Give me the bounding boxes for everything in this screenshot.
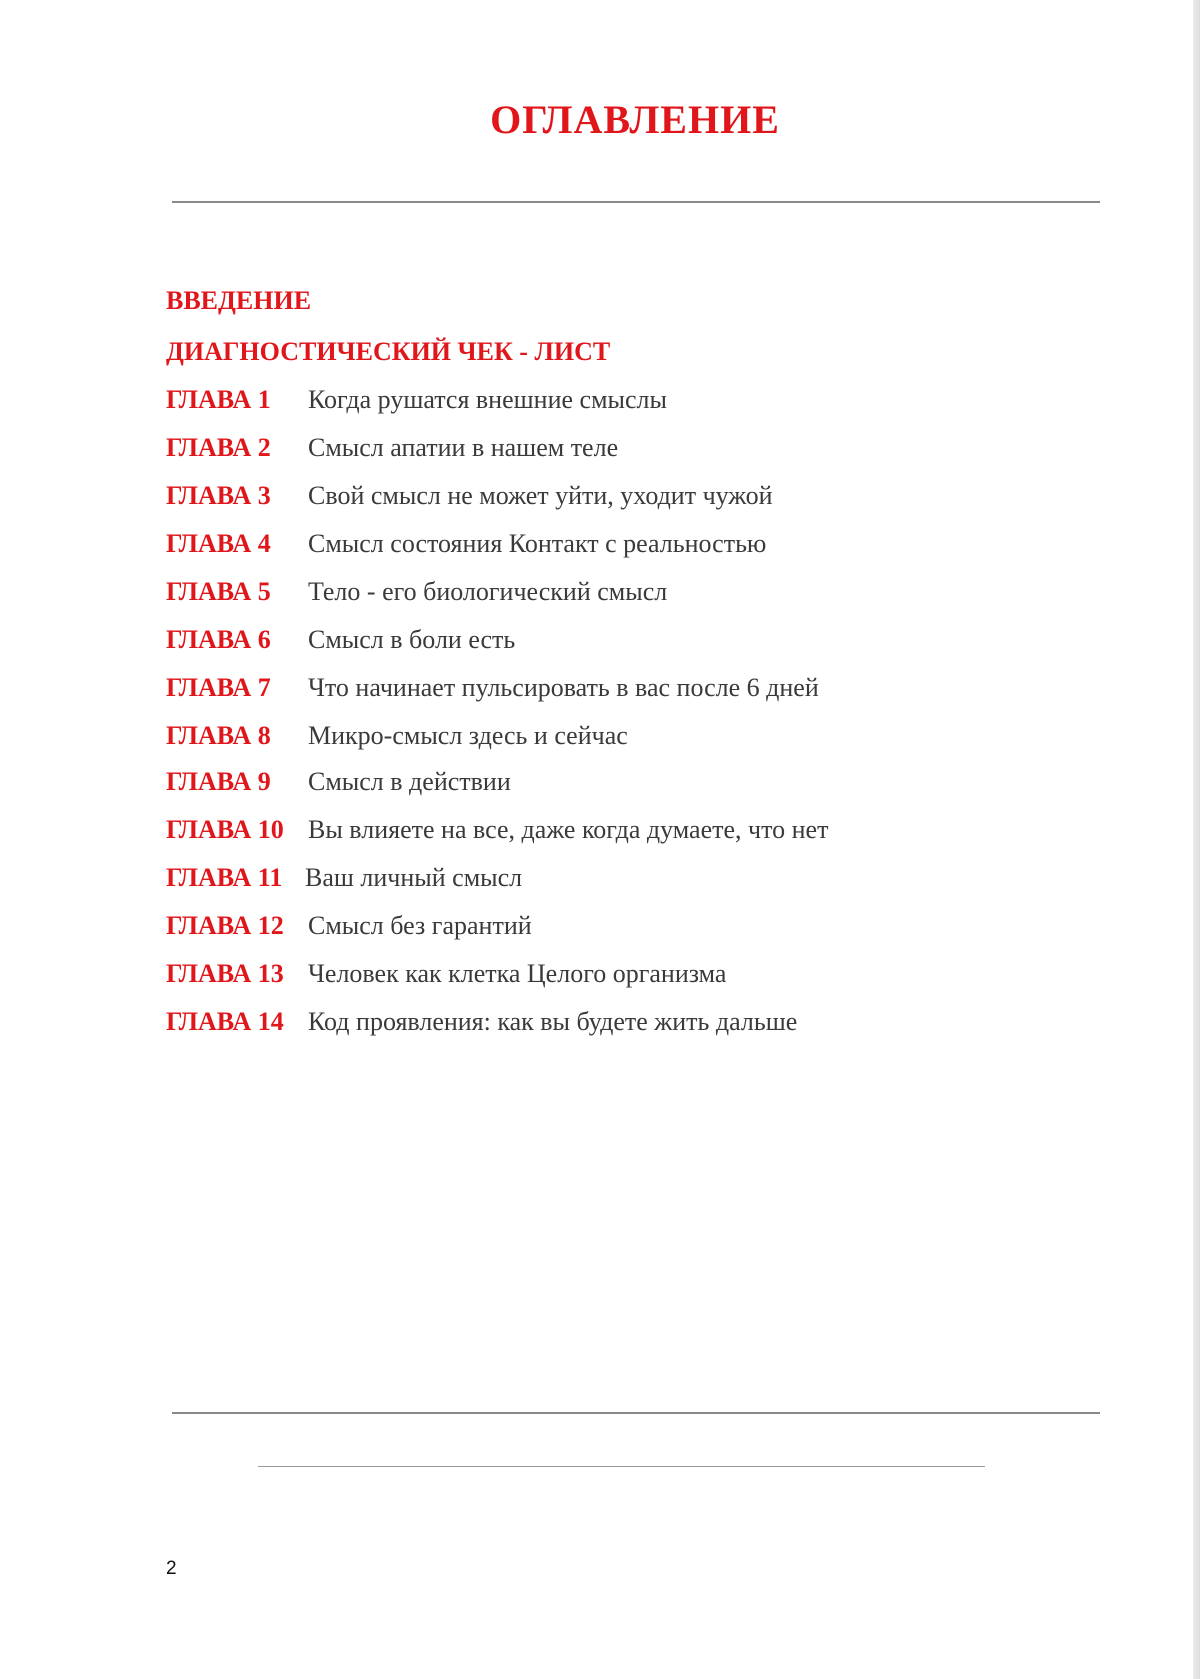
chapter-title: Вы влияете на все, даже когда думаете, что нет	[308, 815, 829, 844]
chapter-label: ГЛАВА 8	[166, 721, 271, 750]
chapter-title: Смысл в действии	[308, 767, 511, 796]
chapter-label: ГЛАВА 14	[166, 1007, 284, 1036]
top-divider	[172, 201, 1100, 203]
chapter-title: Смысл апатии в нашем теле	[308, 433, 619, 462]
chapter-label: ГЛАВА 11	[166, 863, 283, 892]
toc-chapter-12[interactable]	[166, 911, 1086, 941]
toc-chapter-14[interactable]	[166, 1007, 1086, 1037]
toc-chapter-5[interactable]	[166, 577, 1086, 607]
toc-chapter-2[interactable]	[166, 433, 1086, 463]
chapter-title: Свой смысл не может уйти, уходит чужой	[308, 481, 773, 510]
chapter-title: Когда рушатся внешние смыслы	[308, 385, 667, 414]
chapter-label: ГЛАВА 13	[166, 959, 284, 988]
toc-chapter-4[interactable]	[166, 529, 1086, 559]
page-number: 2	[166, 1558, 177, 1579]
toc-chapter-8[interactable]	[166, 721, 1086, 751]
chapter-title: Человек как клетка Целого организма	[308, 959, 727, 988]
toc-section-diagnostic-checklist[interactable]: ДИАГНОСТИЧЕСКИЙ ЧЕК - ЛИСТ	[166, 337, 611, 366]
toc-chapter-11[interactable]	[166, 863, 1086, 893]
toc-chapter-9[interactable]	[166, 767, 1086, 797]
toc-chapter-3[interactable]	[166, 481, 1086, 511]
toc-chapter-10[interactable]	[166, 815, 1086, 845]
toc-chapter-6[interactable]	[166, 625, 1086, 655]
chapter-title: Код проявления: как вы будете жить дальше	[308, 1007, 798, 1036]
footer-divider	[258, 1466, 985, 1467]
page-title: ОГЛАВЛЕНИЕ	[490, 97, 780, 142]
chapter-label: ГЛАВА 5	[166, 577, 271, 606]
toc-section-introduction[interactable]: ВВЕДЕНИЕ	[166, 286, 312, 315]
toc-chapter-13[interactable]	[166, 959, 1086, 989]
chapter-title: Микро-смысл здесь и сейчас	[308, 721, 628, 750]
chapter-title: Ваш личный смысл	[305, 863, 523, 892]
chapter-title: Смысл без гарантий	[308, 911, 532, 940]
chapter-label: ГЛАВА 9	[166, 767, 271, 796]
chapter-title: Смысл в боли есть	[308, 625, 516, 654]
page-edge-shadow	[1193, 0, 1200, 1679]
chapter-label: ГЛАВА 3	[166, 481, 271, 510]
chapter-label: ГЛАВА 6	[166, 625, 271, 654]
chapter-label: ГЛАВА 7	[166, 673, 271, 702]
chapter-label: ГЛАВА 2	[166, 433, 271, 462]
table-of-contents	[166, 286, 1086, 1037]
chapter-title: Что начинает пульсировать в вас после 6 дней	[308, 673, 819, 702]
chapter-title: Смысл состояния Контакт с реальностью	[308, 529, 767, 558]
chapter-title: Тело - его биологический смысл	[308, 577, 668, 606]
chapter-label: ГЛАВА 12	[166, 911, 284, 940]
toc-chapter-1[interactable]	[166, 385, 1086, 415]
chapter-label: ГЛАВА 10	[166, 815, 284, 844]
chapter-label: ГЛАВА 1	[166, 385, 271, 414]
bottom-divider	[172, 1412, 1100, 1414]
chapter-label: ГЛАВА 4	[166, 529, 271, 558]
toc-chapter-7[interactable]	[166, 673, 1086, 703]
